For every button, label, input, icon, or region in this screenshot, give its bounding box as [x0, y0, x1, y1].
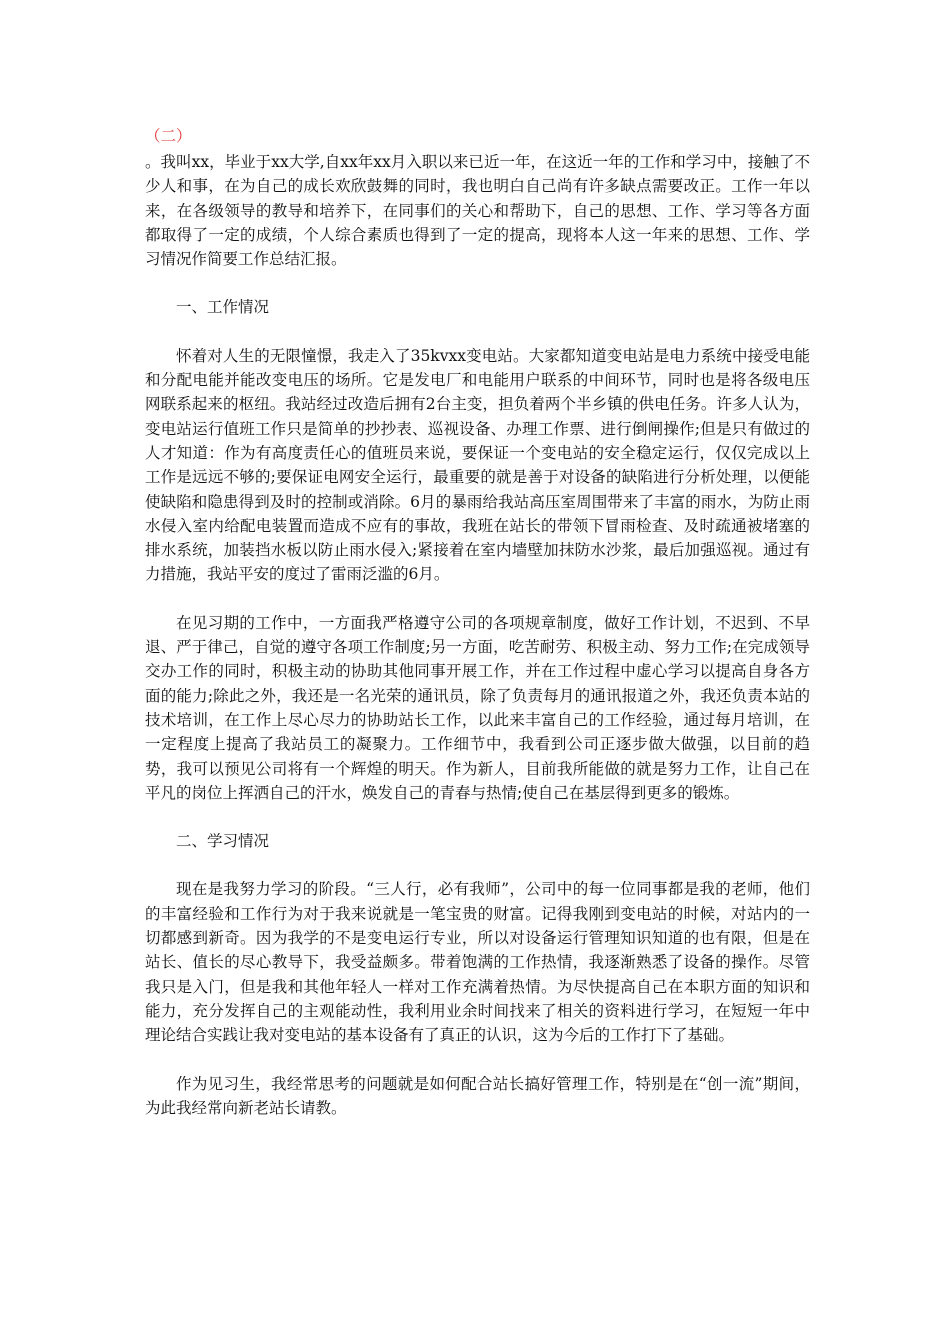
document-section-label: （二） — [145, 128, 192, 145]
intro-paragraph: 。我叫xx，毕业于xx大学,自xx年xx月入职以来已近一年，在这近一年的工作和学习中，接触了不少人和事，在为自己的成长欢欣鼓舞的同时，我也明白自己尚有许多缺点需要改正。工作一年以来，在各级领导的教导和培养下，在同事们的关心和帮助下，自己的思想、工作、学习等各方面都取得了一定的成绩，个人综合素质也得到了一定的提高，现将本人这一年来的思想、工作、学习情况作简要工作总结汇报。 — [145, 153, 810, 269]
document-page — [145, 124, 810, 1120]
study-paragraph-1: 现在是我努力学习的阶段。“三人行，必有我师”，公司中的每一位同事都是我的老师，他们的丰富经验和工作行为对于我来说就是一笔宝贵的财富。记得我刚到变电站的时候，对站内的一切都感到新奇。因为我学的不是变电运行专业，所以对设备运行管理知识知道的也有限，但是在站长、值长的尽心教导下，我受益颇多。带着饱满的工作热情，我逐渐熟悉了设备的操作。尽管我只是入门，但是我和其他年轻人一样对工作充满着热情。为尽快提高自己在本职方面的知识和能力，充分发挥自己的主观能动性，我利用业余时间找来了相关的资料进行学习，在短短一年中理论结合实践让我对变电站的基本设备有了真正的认识，这为今后的工作打下了基础。 — [145, 880, 810, 1045]
study-paragraph-2: 作为见习生，我经常思考的问题就是如何配合站长搞好管理工作，特别是在“创一流”期间，为此我经常向新老站长请教。 — [145, 1074, 810, 1117]
work-paragraph-1: 怀着对人生的无限憧憬，我走入了35kvxx变电站。大家都知道变电站是电力系统中接受电能和分配电能并能改变电压的场所。它是发电厂和电能用户联系的中间环节，同时也是将各级电压网联系起来的枢纽。我站经过改造后拥有2台主变，担负着两个半乡镇的供电任务。许多人认为，变电站运行值班工作只是简单的抄抄表、巡视设备、办理工作票、进行倒闸操作;但是只有做过的人才知道：作为有高度责任心的值班员来说，要保证一个变电站的安全稳定运行，仅仅完成以上工作是远远不够的;要保证电网安全运行，最重要的就是善于对设备的缺陷进行分析处理，以便能使缺陷和隐患得到及时的控制或消除。6月的暴雨给我站高压室周围带来了丰富的雨水，为防止雨水侵入室内给配电装置而造成不应有的事故，我班在站长的带领下冒雨检查、及时疏通被堵塞的排水系统，加装挡水板以防止雨水侵入;紧接着在室内墙壁加抹防水沙浆，最后加强巡视。通过有力措施，我站平安的度过了雷雨泛滥的6月。 — [145, 346, 810, 584]
section-heading-study: 二、学习情况 — [176, 832, 270, 851]
section-heading-work: 一、工作情况 — [176, 298, 270, 317]
work-paragraph-2: 在见习期的工作中，一方面我严格遵守公司的各项规章制度，做好工作计划，不迟到、不早退、严于律己，自觉的遵守各项工作制度;另一方面，吃苦耐劳、积极主动、努力工作;在完成领导交办工作的同时，积极主动的协助其他同事开展工作，并在工作过程中虚心学习以提高自身各方面的能力;除此之外，我还是一名光荣的通讯员，除了负责每月的通讯报道之外，我还负责本站的技术培训，在工作上尽心尽力的协助站长工作，以此来丰富自己的工作经验，通过每月培训，在一定程度上提高了我站员工的凝聚力。工作细节中，我看到公司正逐步做大做强，以目前的趋势，我可以预见公司将有一个辉煌的明天。作为新人，目前我所能做的就是努力工作，让自己在平凡的岗位上挥洒自己的汗水，焕发自己的青春与热情;使自己在基层得到更多的锻炼。 — [145, 613, 810, 802]
